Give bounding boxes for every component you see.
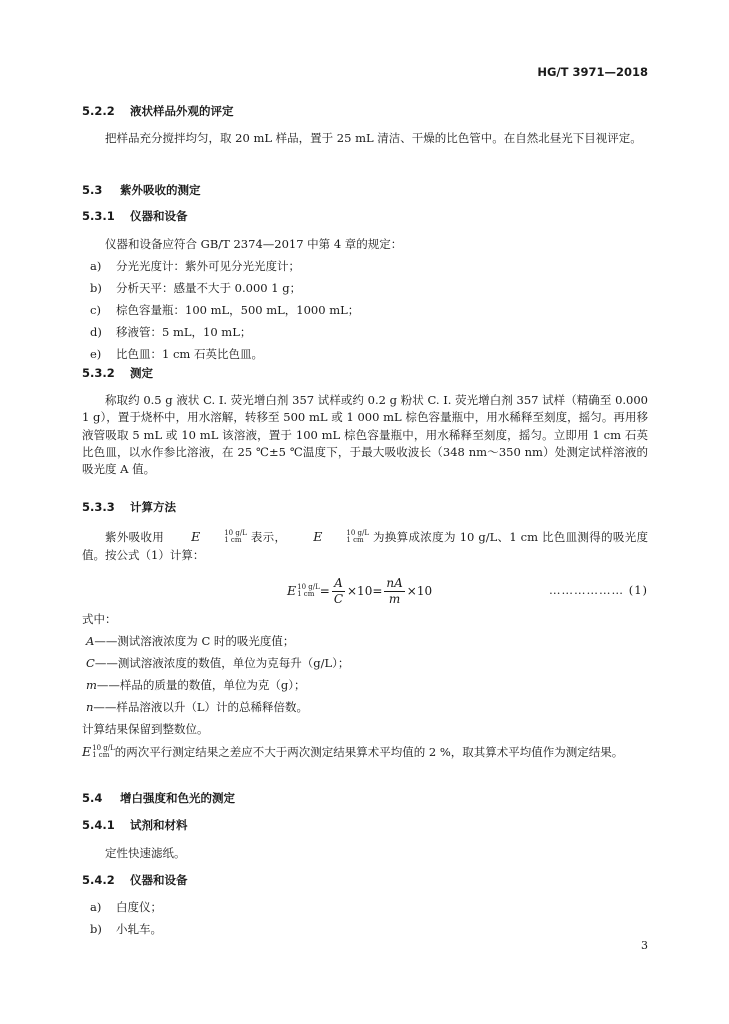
definition-item: m——样品的质量的数值，单位为克（g）； bbox=[86, 678, 306, 692]
absorbance-symbol: E 10 g/L 1 cm bbox=[191, 529, 247, 545]
section-number: 5.4.2 bbox=[82, 873, 115, 887]
section-number: 5.3.3 bbox=[82, 500, 115, 514]
section-title: 计算方法 bbox=[130, 500, 176, 514]
section-number: 5.2.2 bbox=[82, 104, 115, 118]
heading-5-3-2 bbox=[82, 365, 648, 382]
page-number: 3 bbox=[641, 939, 648, 952]
heading-5-3-3 bbox=[82, 499, 648, 516]
heading-5-4-2 bbox=[82, 872, 648, 889]
definition-item: C——测试溶液浓度的数值，单位为克每升（g/L）； bbox=[86, 656, 350, 670]
paragraph-5-3-3-intro: 紫外吸收用 E 10 g/L 1 cm 表示， E 10 g/L 1 cm 为换算成浓度为 10 g/L、1 cm 比色皿测得的吸光度值。按公式（1）计算： bbox=[82, 529, 649, 562]
list-item: d) 移液管：5 mL，10 mL； bbox=[90, 325, 252, 339]
heading-5-4 bbox=[82, 790, 648, 807]
list-item: a) 分光光度计：紫外可见分光光度计； bbox=[90, 259, 300, 273]
absorbance-symbol: E 10 g/L 1 cm bbox=[82, 744, 115, 760]
section-number: 5.4 bbox=[82, 791, 103, 805]
fraction-a-over-c: $\frac{A}{C}$ bbox=[333, 576, 343, 606]
definition-item: n——样品溶液以升（L）计的总稀释倍数。 bbox=[86, 700, 309, 714]
absorbance-symbol: E 10 g/L 1 cm bbox=[287, 582, 320, 598]
fraction-na-over-m: $\frac{nA}{m}$ bbox=[386, 576, 403, 606]
paragraph-5-4-1: 定性快速滤纸。 bbox=[105, 846, 186, 860]
formula-expression: E 10 g/L 1 cm = $\frac{A}{C}$ ×10= $\frac{nA}{m}$ ×10 bbox=[287, 576, 433, 606]
definition-item: A——测试溶液浓度为 C 时的吸光度值； bbox=[86, 634, 295, 648]
formula-1 bbox=[82, 573, 648, 611]
section-title: 试剂和材料 bbox=[130, 818, 188, 832]
heading-5-2-2 bbox=[82, 103, 648, 120]
result-note: 计算结果保留到整数位。 bbox=[82, 722, 209, 736]
section-number: 5.4.1 bbox=[82, 818, 115, 832]
section-title: 增白强度和色光的测定 bbox=[120, 791, 235, 805]
section-title: 紫外吸收的测定 bbox=[120, 183, 201, 197]
paragraph-5-3-1-intro: 仪器和设备应符合 GB/T 2374—2017 中第 4 章的规定： bbox=[105, 237, 403, 251]
paragraph-5-2-2: 把样品充分搅拌均匀，取 20 mL 样品，置于 25 mL 清洁、干燥的比色管中。在自然北昼光下目视评定。 bbox=[105, 131, 642, 145]
heading-5-4-1 bbox=[82, 817, 648, 834]
list-item: b) 小轧车。 bbox=[90, 922, 162, 936]
section-number: 5.3 bbox=[82, 183, 103, 197]
paragraph-5-3-3-precision: E 10 g/L 1 cm 的两次平行测定结果之差应不大于两次测定结果算术平均值的 2 %，取其算术平均值作为测定结果。 bbox=[82, 743, 648, 762]
section-number: 5.3.2 bbox=[82, 366, 115, 380]
list-item: c) 棕色容量瓶：100 mL，500 mL，1000 mL； bbox=[90, 303, 360, 317]
heading-5-3-1 bbox=[82, 208, 648, 225]
where-label: 式中： bbox=[82, 612, 117, 626]
section-title: 液状样品外观的评定 bbox=[130, 104, 234, 118]
absorbance-symbol: E 10 g/L 1 cm bbox=[313, 529, 370, 545]
equation-label: ……………… (1) bbox=[549, 583, 648, 597]
list-item: e) 比色皿：1 cm 石英比色皿。 bbox=[90, 347, 263, 361]
standard-code: HG/T 3971—2018 bbox=[537, 65, 648, 79]
list-item: b) 分析天平：感量不大于 0.000 1 g； bbox=[90, 281, 302, 295]
paragraph-5-3-2: 称取约 0.5 g 液状 C. I. 荧光增白剂 357 试样或约 0.2 g 粉状 C. I. 荧光增白剂 357 试样（精确至 0.000 1 g），置于烧杯中，用水溶解，转移至 500 mL 或 1 000 mL 棕色容量瓶中，用水稀释至刻度，摇匀。再用移液管吸取 5 mL 或 10 mL 该溶液，置于 100 mL 棕色容量瓶中，用水稀释至刻度，摇匀。立即用 1 cm 石英比色皿，以水作参比溶液，在 25 ℃±5 ℃温度下，于最大吸收波长（348 nm～350 nm）处测定试样溶液的吸光度 A 值。 bbox=[82, 393, 648, 476]
section-number: 5.3.1 bbox=[82, 209, 115, 223]
heading-5-3 bbox=[82, 182, 648, 199]
list-item: a) 白度仪； bbox=[90, 900, 162, 914]
section-title: 仪器和设备 bbox=[130, 873, 188, 887]
section-title: 测定 bbox=[130, 366, 153, 380]
section-title: 仪器和设备 bbox=[130, 209, 188, 223]
